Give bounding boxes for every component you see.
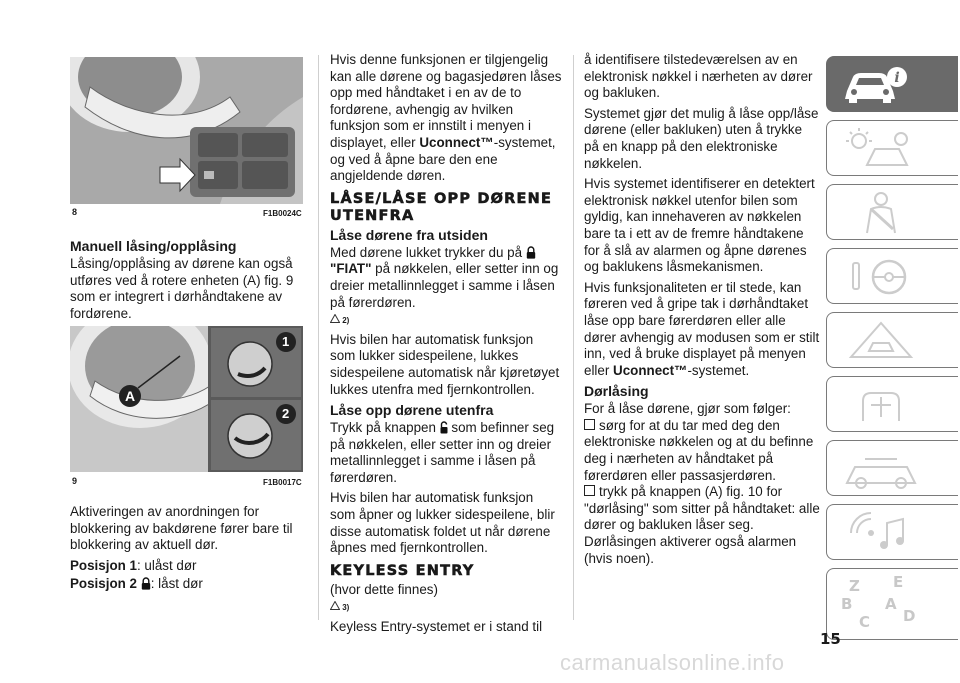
warning-icon (330, 601, 340, 610)
paragraph-door-locking: For å låse dørene, gjør som følger: (584, 401, 791, 417)
paragraph-lock-outside: Med dørene lukket trykker du på "FIAT" på nøkkelen, eller setter inn og dreier metallinnlegget i samme i låsen på førerdøren. (330, 244, 559, 310)
figure-9-code: F1B0017C (263, 478, 302, 487)
door-lock-illustration (70, 326, 303, 472)
seatbelt-icon (841, 191, 921, 235)
bullet-square-icon (584, 419, 595, 430)
tab-starting-driving[interactable] (826, 248, 958, 304)
steering-wheel-icon (841, 255, 921, 299)
section-heading-keyless-entry: KEYLESS ENTRY (330, 562, 475, 579)
watermark-footer: carmanualsonline.info (560, 650, 785, 675)
tab-technical-data[interactable] (826, 440, 958, 496)
warning-icon (330, 314, 340, 323)
multimedia-icon (841, 511, 921, 555)
figure-9-label-2: 2 (282, 406, 290, 421)
tab-maintenance[interactable] (826, 376, 958, 432)
paragraph-rear-lock: Aktiveringen av anordningen for blokkering av bakdørene fører bare til blokkering av aktuell dør. (70, 504, 293, 553)
warning-ref-2: 2) (330, 313, 562, 330)
bullet-item-1: sørg for at du tar med deg den elektroniske nøkkelen og at du befinne deg i nærheten av håndtaket på førerdøren eller passasjerdøren. (584, 417, 814, 483)
paragraph-keyless-identify: å identifisere tilstedeværelsen av en elektronisk nøkkel i nærheten av dører og bakluken. (584, 52, 813, 101)
keyless-availability: (hvor dette finnes) (330, 581, 438, 597)
tab-index[interactable] (826, 568, 958, 640)
warning-ref-3: 3) (330, 600, 562, 617)
paragraph-keyless-intro: Keyless Entry-systemet er i stand til (330, 619, 543, 635)
paragraph-unlock-outside: Trykk på knappen som befinner seg på nøkkelen, eller setter inn og dreier metallinnlegget i samme i låsen på førerdøren. (330, 420, 555, 485)
paragraph-auto-mirrors-open: Hvis bilen har automatisk funksjon som åpner og lukker sidespeilene, blir disse automatisk foldet ut når dørene åpnes med fjernkontrollen. (330, 490, 555, 556)
figure-9-caption: 9 (72, 476, 78, 486)
lock-icon (141, 577, 151, 590)
tab-emergency[interactable] (826, 312, 958, 368)
tab-safety-airbag[interactable] (826, 184, 958, 240)
figure-9-label-1: 1 (282, 334, 290, 349)
emergency-icon (841, 319, 921, 363)
unlock-icon (440, 421, 448, 434)
column-divider-1 (318, 55, 319, 620)
bullet-square-icon (584, 485, 595, 496)
figure-9-label-a: A (125, 388, 136, 404)
paragraph-keyless-system: Systemet gjør det mulig å låse opp/låse dørene (eller bakluken) uten å trykke på en knapp på den elektroniske nøkkelen. (584, 105, 819, 171)
heading-door-locking: Dørlåsing (584, 383, 649, 400)
page-number: 15 (820, 630, 841, 648)
technical-data-icon (841, 447, 921, 491)
heading-unlock-from-outside: Låse opp dørene utenfra (330, 402, 494, 419)
paragraph-function: Hvis denne funksjonen er tilgjengelig kan alle dørene og bagasjedøren låses opp med håndtaket i en av de to fordørene, avhengig av hvilken funksjon som er innstilt i menyen i displayet, eller Uconnect™-systemet, og ved å åpne bare den ene angjeldende døren. (330, 52, 562, 184)
tab-multimedia[interactable] (826, 504, 958, 560)
car-info-icon (839, 63, 909, 107)
section-heading-lock-unlock-outside: LÅSE/LÅSE OPP DØRENE UTENFRA (330, 190, 553, 224)
heading-manual-locking: Manuell låsing/opplåsing (70, 238, 237, 254)
paragraph-keyless-valid: Hvis systemet identifiserer en detektert elektronisk nøkkel utenfor bilen som gyldig, kan innehaveren av nøkkelen bare ta i ett av de fremre håndtakene for å slå av alarmen og åpne dørenes og baklukens låsmekanismen. (584, 176, 815, 275)
paragraph-manual-locking: Låsing/opplåsing av dørene kan også utføres ved å rotere enheten (A) fig. 9 som er integrert i dørhåndtakene av fordørene. (70, 256, 294, 321)
heading-lock-from-outside: Låse dørene fra utsiden (330, 226, 488, 243)
tab-dashboard-lights[interactable] (826, 120, 958, 176)
paragraph-auto-mirrors-close: Hvis bilen har automatisk funksjon som lukker sidespeilene, lukkes sidespeilene automatisk når kjøretøyet lukkes utenfra med fjernkontrollen. (330, 331, 560, 397)
maintenance-icon (841, 383, 921, 427)
position-2: Posisjon 2 : låst dør (70, 576, 203, 592)
tab-car-info[interactable] (826, 56, 958, 112)
figure-8-caption: 8 (72, 207, 78, 217)
paragraph-keyless-functionality: Hvis funksjonaliteten er til stede, kan føreren ved å gripe tak i dørhåndtaket låse opp bare førerdøren eller alle dører avhengig av modusen som er stilt inn, ved å bruke displayet på menyen eller Uconnect™-systemet. (584, 279, 820, 378)
figure-9-door-lock (70, 326, 303, 472)
figure-8-door-panel (70, 57, 303, 204)
bullet-item-2: trykk på knappen (A) fig. 10 for "dørlåsing" som sitter på håndtaket: alle dører og bakluken låser seg. Dørlåsingen aktiverer også alarmen (hvis noen). (584, 484, 820, 566)
index-letters-icon: Z E B A C D (841, 573, 916, 631)
column-divider-2 (573, 55, 574, 620)
door-panel-illustration (70, 57, 303, 204)
position-1: Posisjon 1: ulåst dør (70, 557, 197, 573)
svg-text:i: i (894, 70, 900, 86)
lock-icon (526, 246, 536, 259)
warning-lights-icon (841, 127, 921, 171)
figure-8-code: F1B0024C (263, 209, 302, 218)
